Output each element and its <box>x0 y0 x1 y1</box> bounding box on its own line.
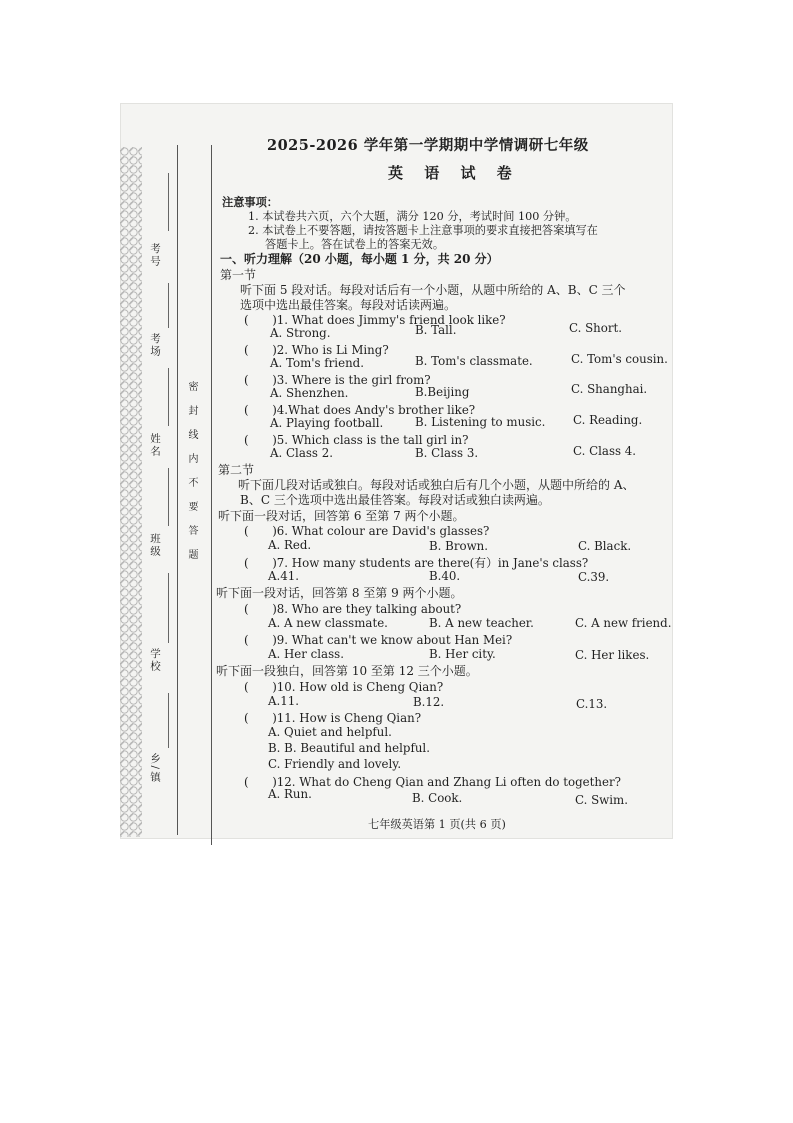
question-2: ( )2. Who is Li Ming? <box>244 343 389 357</box>
page-footer: 七年级英语第 1 页(共 6 页) <box>368 818 506 831</box>
q5-option-a: A. Class 2. <box>270 446 333 460</box>
section2-instruction-1: 听下面几段对话或独白。每段对话或独白后有几个小题，从题中所给的 A、 <box>238 478 635 492</box>
exam-subtitle: 英 语 试 卷 <box>388 164 520 182</box>
section2-sub-2: 听下面一段对话，回答第 8 至第 9 两个小题。 <box>216 586 463 600</box>
field-town-line <box>168 693 169 748</box>
field-name: 姓名 <box>149 433 161 458</box>
field-exam-no-line <box>168 173 169 231</box>
q4-option-a: A. Playing football. <box>270 416 384 430</box>
section1-instruction-2: 选项中选出最佳答案。每段对话读两遍。 <box>240 298 457 312</box>
binding-line-right <box>211 145 212 845</box>
question-6: ( )6. What colour are David's glasses? <box>244 524 490 538</box>
exam-title: 2025-2026 学年第一学期期中学情调研七年级 <box>267 137 589 154</box>
notes-line-1: 1. 本试卷共六页，六个大题，满分 120 分，考试时间 100 分钟。 <box>248 210 577 223</box>
q6-option-a: A. Red. <box>268 538 312 552</box>
question-10: ( )10. How old is Cheng Qian? <box>244 680 444 694</box>
q1-option-c: C. Short. <box>569 321 623 335</box>
field-school: 学校 <box>149 648 161 673</box>
section2-sub-3: 听下面一段独白，回答第 10 至第 12 三个小题。 <box>216 664 478 678</box>
q12-option-a: A. Run. <box>268 787 312 801</box>
question-5: ( )5. Which class is the tall girl in? <box>244 433 469 447</box>
binding-line-left <box>177 145 178 835</box>
q8-option-a: A. A new classmate. <box>268 616 388 630</box>
field-exam-no: 考号 <box>149 243 161 268</box>
q9-option-a: A. Her class. <box>268 647 344 661</box>
part1-heading: 一、听力理解（20 小题，每小题 1 分，共 20 分） <box>220 252 499 266</box>
q10-option-b: B.12. <box>413 695 445 709</box>
question-12: ( )12. What do Cheng Qian and Zhang Li often do together? <box>244 775 621 789</box>
section1-instruction-1: 听下面 5 段对话。每段对话后有一个小题，从题中所给的 A、B、C 三个 <box>240 283 626 297</box>
q5-option-c: C. Class 4. <box>573 444 637 458</box>
field-class: 班级 <box>149 533 161 558</box>
question-11: ( )11. How is Cheng Qian? <box>244 711 422 725</box>
q7-option-b: B.40. <box>429 569 461 583</box>
exam-paper-photo <box>120 103 673 839</box>
q10-option-a: A.11. <box>268 694 300 708</box>
q5-option-b: B. Class 3. <box>415 446 479 460</box>
question-8: ( )8. Who are they talking about? <box>244 602 462 616</box>
q2-option-b: B. Tom's classmate. <box>415 354 533 368</box>
question-1: ( )1. What does Jimmy's friend look like? <box>244 313 506 327</box>
q12-option-c: C. Swim. <box>575 793 628 807</box>
field-name-line <box>168 368 169 426</box>
question-3: ( )3. Where is the girl from? <box>244 373 431 387</box>
notes-line-2: 2. 本试卷上不要答题，请按答题卡上注意事项的要求直接把答案填写在 <box>248 224 598 237</box>
q9-option-b: B. Her city. <box>429 647 496 661</box>
section2-sub-1: 听下面一段对话，回答第 6 至第 7 两个小题。 <box>218 509 465 523</box>
q2-option-c: C. Tom's cousin. <box>571 352 668 366</box>
question-9: ( )9. What can't we know about Han Mei? <box>244 633 513 647</box>
q8-option-c: C. A new friend. <box>575 616 672 630</box>
question-4: ( )4.What does Andy's brother like? <box>244 403 476 417</box>
q1-option-a: A. Strong. <box>270 326 331 340</box>
q12-option-b: B. Cook. <box>412 791 463 805</box>
notes-line-3: 答题卡上。答在试卷上的答案无效。 <box>265 238 445 251</box>
field-class-line <box>168 468 169 526</box>
q4-option-c: C. Reading. <box>573 413 643 427</box>
field-town: 乡/镇 <box>149 753 161 784</box>
section2-instruction-2: B、C 三个选项中选出最佳答案。每段对话或独白读两遍。 <box>240 493 550 507</box>
q3-option-c: C. Shanghai. <box>571 382 648 396</box>
q11-option-a: A. Quiet and helpful. <box>268 725 392 739</box>
q11-option-b: B. B. Beautiful and helpful. <box>268 741 430 755</box>
field-exam-room: 考场 <box>149 333 161 358</box>
binding-pattern <box>120 147 142 837</box>
seal-notice: 密封线内不要答题 <box>186 381 197 573</box>
q11-option-c: C. Friendly and lovely. <box>268 757 402 771</box>
q7-option-c: C.39. <box>578 570 610 584</box>
q2-option-a: A. Tom's friend. <box>270 356 364 370</box>
section2-label: 第二节 <box>218 463 255 477</box>
q6-option-c: C. Black. <box>578 539 632 553</box>
q4-option-b: B. Listening to music. <box>415 415 546 429</box>
q8-option-b: B. A new teacher. <box>429 616 534 630</box>
q7-option-a: A.41. <box>268 569 300 583</box>
question-7: ( )7. How many students are there(有）in Jane's class? <box>244 556 589 570</box>
field-exam-room-line <box>168 283 169 328</box>
q3-option-b: B.Beijing <box>415 385 470 399</box>
q1-option-b: B. Tall. <box>415 323 457 337</box>
section1-label: 第一节 <box>220 268 257 282</box>
field-school-line <box>168 573 169 643</box>
q3-option-a: A. Shenzhen. <box>270 386 349 400</box>
q6-option-b: B. Brown. <box>429 539 489 553</box>
notes-heading: 注意事项： <box>222 195 278 209</box>
q10-option-c: C.13. <box>576 697 608 711</box>
q9-option-c: C. Her likes. <box>575 648 650 662</box>
